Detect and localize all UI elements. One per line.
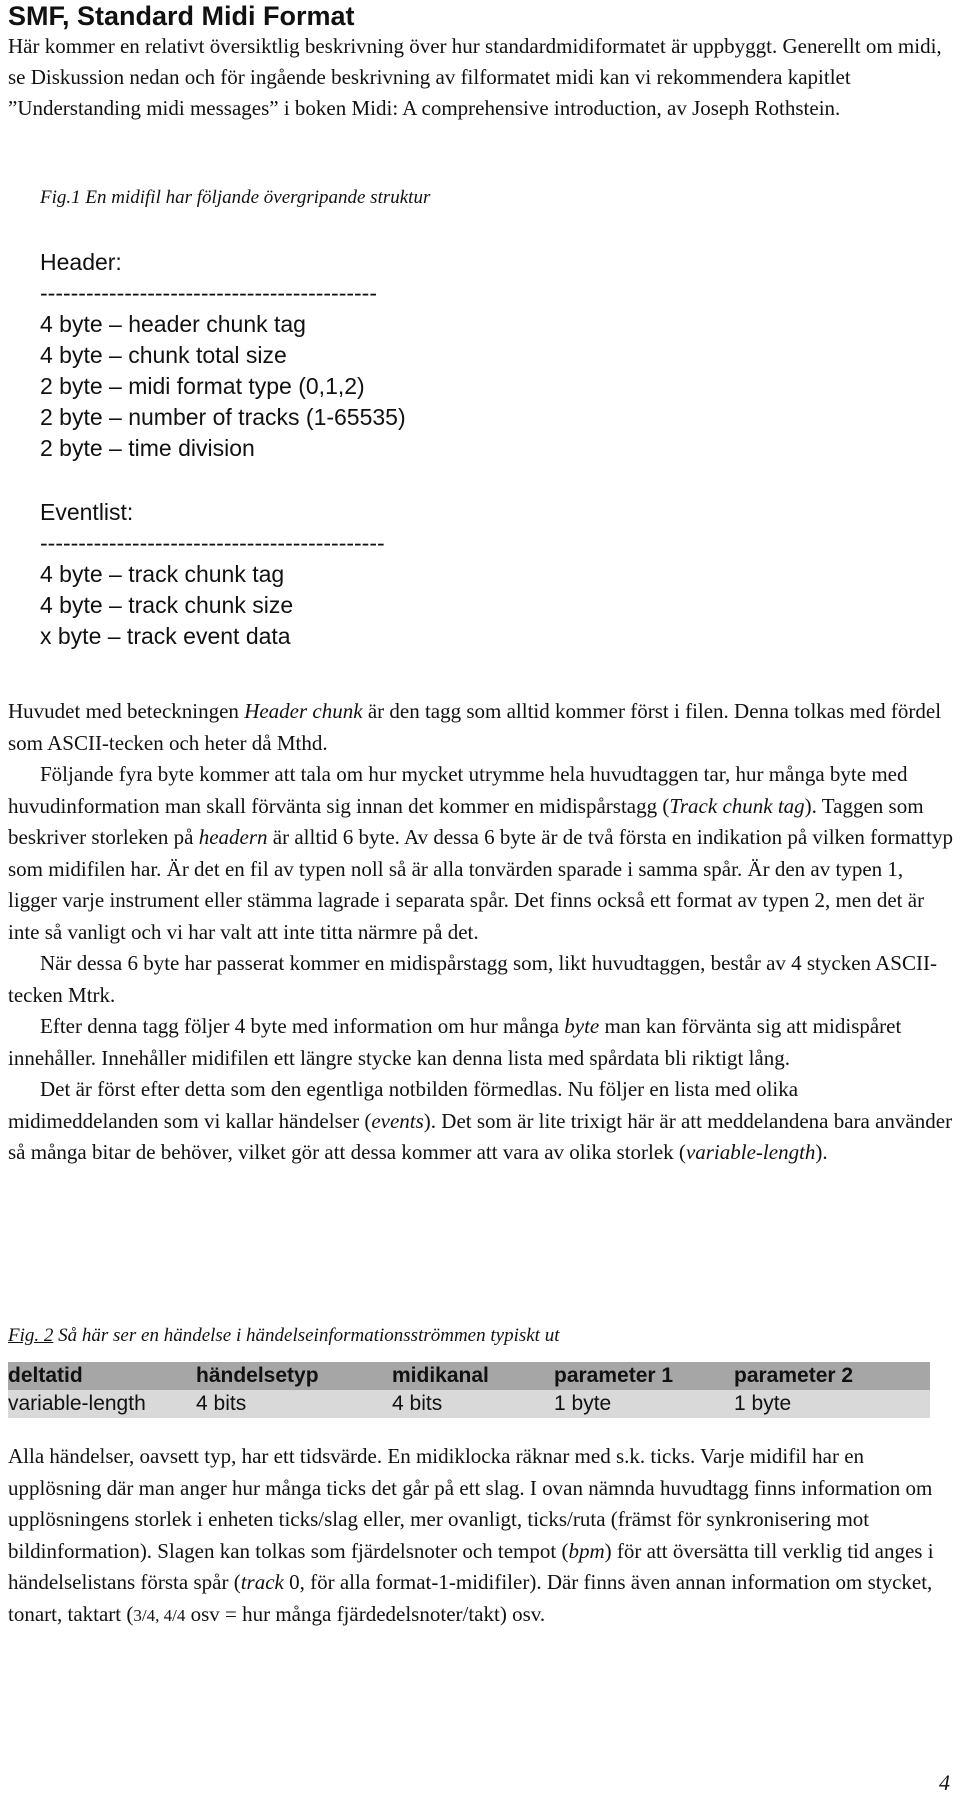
intro-paragraph: Här kommer en relativt översiktlig beskrivning över hur standardmidiformatet är uppbyggt. Generellt om midi, se Diskussion nedan och för ingående beskrivning av filformatet midi kan vi rekommendera kapitlet ”Understanding midi messages” i boken Midi: A comprehensive introduction, av Joseph Rothstein.: [8, 34, 942, 120]
table-cell: 4 bits: [392, 1392, 443, 1415]
paragraph-header-chunk: [8, 696, 953, 759]
table-cell: variable-length: [8, 1392, 146, 1415]
text-run: 0, för alla format-1-midifiler). Där finns även annan information om stycket, tonart, taktart (: [8, 1570, 933, 1626]
figure-2-label: Fig. 2: [8, 1325, 54, 1346]
table-cell: 4 bits: [196, 1392, 247, 1415]
figure-2-text: Så här ser en händelse i händelseinformationsströmmen typiskt ut: [53, 1325, 560, 1346]
body-text: [8, 696, 953, 1169]
figure-1-caption: [40, 184, 430, 212]
text-run: är den tagg som alltid kommer först i filen. Denna tolkas med fördel som ASCII-tecken och heter då Mthd.: [8, 699, 942, 755]
table-cell: 1 byte: [554, 1392, 612, 1415]
header-structure: [40, 247, 406, 464]
emphasis: headern: [198, 825, 268, 849]
text-run: Det är först efter detta som den egentliga notbilden förmedlas. Nu följer en lista med olika midimeddelanden som vi kallar händelser (: [8, 1077, 799, 1133]
header-structure-title: Header:: [40, 249, 122, 275]
eventlist-structure-title: Eventlist:: [40, 499, 134, 525]
table-header-cell: händelsetyp: [196, 1364, 319, 1387]
table-header-row: [8, 1362, 930, 1390]
text-run: är alltid 6 byte. Av dessa 6 byte är de två första en indikation på vilken formattyp som midifilen har. Är det en fil av typen noll så är alla tonvärden sparade i samma spår. Är den av typen 1, ligger varje instrument eller stämma lagrade i separata spår. Det finns också ett format av typen 2, men det är inte så vanligt och vi har valt att inte titta närmre på det.: [8, 825, 953, 944]
figure-1-label: Fig.1: [40, 187, 81, 208]
figure-2-caption: [8, 1322, 560, 1350]
emphasis: bpm: [568, 1538, 605, 1563]
paragraph-track-tag: När dessa 6 byte har passerat kommer en midispårstagg som, likt huvudtaggen, består av 4 stycken ASCII-tecken Mtrk.: [8, 951, 937, 1007]
paragraph-header-size: [8, 759, 953, 948]
text-run: 3/4, 4/4: [133, 1605, 186, 1625]
page-number: 4: [939, 1770, 950, 1795]
table-row: [8, 1390, 930, 1418]
paragraph-timing: [8, 1441, 953, 1631]
eventlist-structure: [40, 497, 385, 652]
header-structure-line: 2 byte – midi format type (0,1,2): [40, 373, 365, 399]
document-title: SMF, Standard Midi Format: [8, 1, 355, 31]
text-run: Alla händelser, oavsett typ, har ett tidsvärde. En midiklocka räknar med s.k. ticks. Varje midifil har en upplösning där man anger hur många ticks det går på ett slag. I ovan nämnda huvudtagg finns information om upplösningens storlek i enheten ticks/slag eller, mer ovanligt, ticks/ruta (främst för synkronisering mot bildinformation). Slagen kan tolkas som fjärdelsnoter och tempot (: [8, 1444, 933, 1563]
text-run: ). Det som är lite trixigt här är att meddelandena bara använder så många bitar de behöver, vilket gör att dessa kommer att vara av olika storlek (: [8, 1108, 953, 1164]
header-structure-line: 2 byte – number of tracks (1-65535): [40, 404, 406, 430]
text-run: ). Taggen som beskriver storleken på: [8, 793, 924, 849]
emphasis: variable-length: [685, 1140, 816, 1164]
header-structure-line: 2 byte – time division: [40, 435, 255, 461]
eventlist-structure-line: x byte – track event data: [40, 623, 291, 649]
emphasis: byte: [564, 1014, 600, 1038]
header-structure-line: 4 byte – chunk total size: [40, 342, 287, 368]
text-run: man kan förvänta sig att midispåret innehåller. Innehåller midifilen ett längre stycke kan denna lista med spårdata bli riktigt lång.: [8, 1014, 902, 1070]
table-cell: 1 byte: [734, 1392, 792, 1415]
paragraph-events: [8, 1074, 953, 1169]
text-run: osv = hur många fjärdedelsnoter/takt) osv.: [185, 1601, 546, 1626]
text-run: Huvudet med beteckningen: [8, 699, 245, 723]
text-run: Efter denna tagg följer 4 byte med information om hur många: [40, 1014, 565, 1038]
emphasis: Header chunk: [244, 699, 363, 723]
table-header-cell: parameter 1: [554, 1364, 674, 1387]
header-structure-rule: --------------------------------------------: [40, 280, 378, 306]
eventlist-structure-rule: ---------------------------------------------: [40, 530, 385, 556]
emphasis: Track chunk tag: [669, 793, 805, 818]
table-header-cell: deltatid: [8, 1364, 83, 1387]
eventlist-structure-line: 4 byte – track chunk tag: [40, 561, 285, 587]
event-table: [8, 1362, 930, 1418]
paragraph-track-size: [8, 1011, 953, 1074]
emphasis: track: [240, 1570, 284, 1594]
eventlist-structure-line: 4 byte – track chunk size: [40, 592, 294, 618]
table-header-cell: midikanal: [392, 1364, 489, 1387]
figure-1-text: En midifil har följande övergripande struktur: [80, 187, 431, 208]
text-run: ).: [815, 1140, 828, 1164]
text-run: Följande fyra byte kommer att tala om hur mycket utrymme hela huvudtaggen tar, hur många byte med huvudinformation man skall förvänta sig innan det kommer en midispårstagg (: [8, 762, 908, 818]
text-run: ) för att översätta till verklig tid anges i händelselistans första spår (: [8, 1538, 934, 1594]
emphasis: events: [371, 1108, 424, 1133]
table-header-cell: parameter 2: [734, 1364, 854, 1387]
header-structure-line: 4 byte – header chunk tag: [40, 311, 306, 337]
